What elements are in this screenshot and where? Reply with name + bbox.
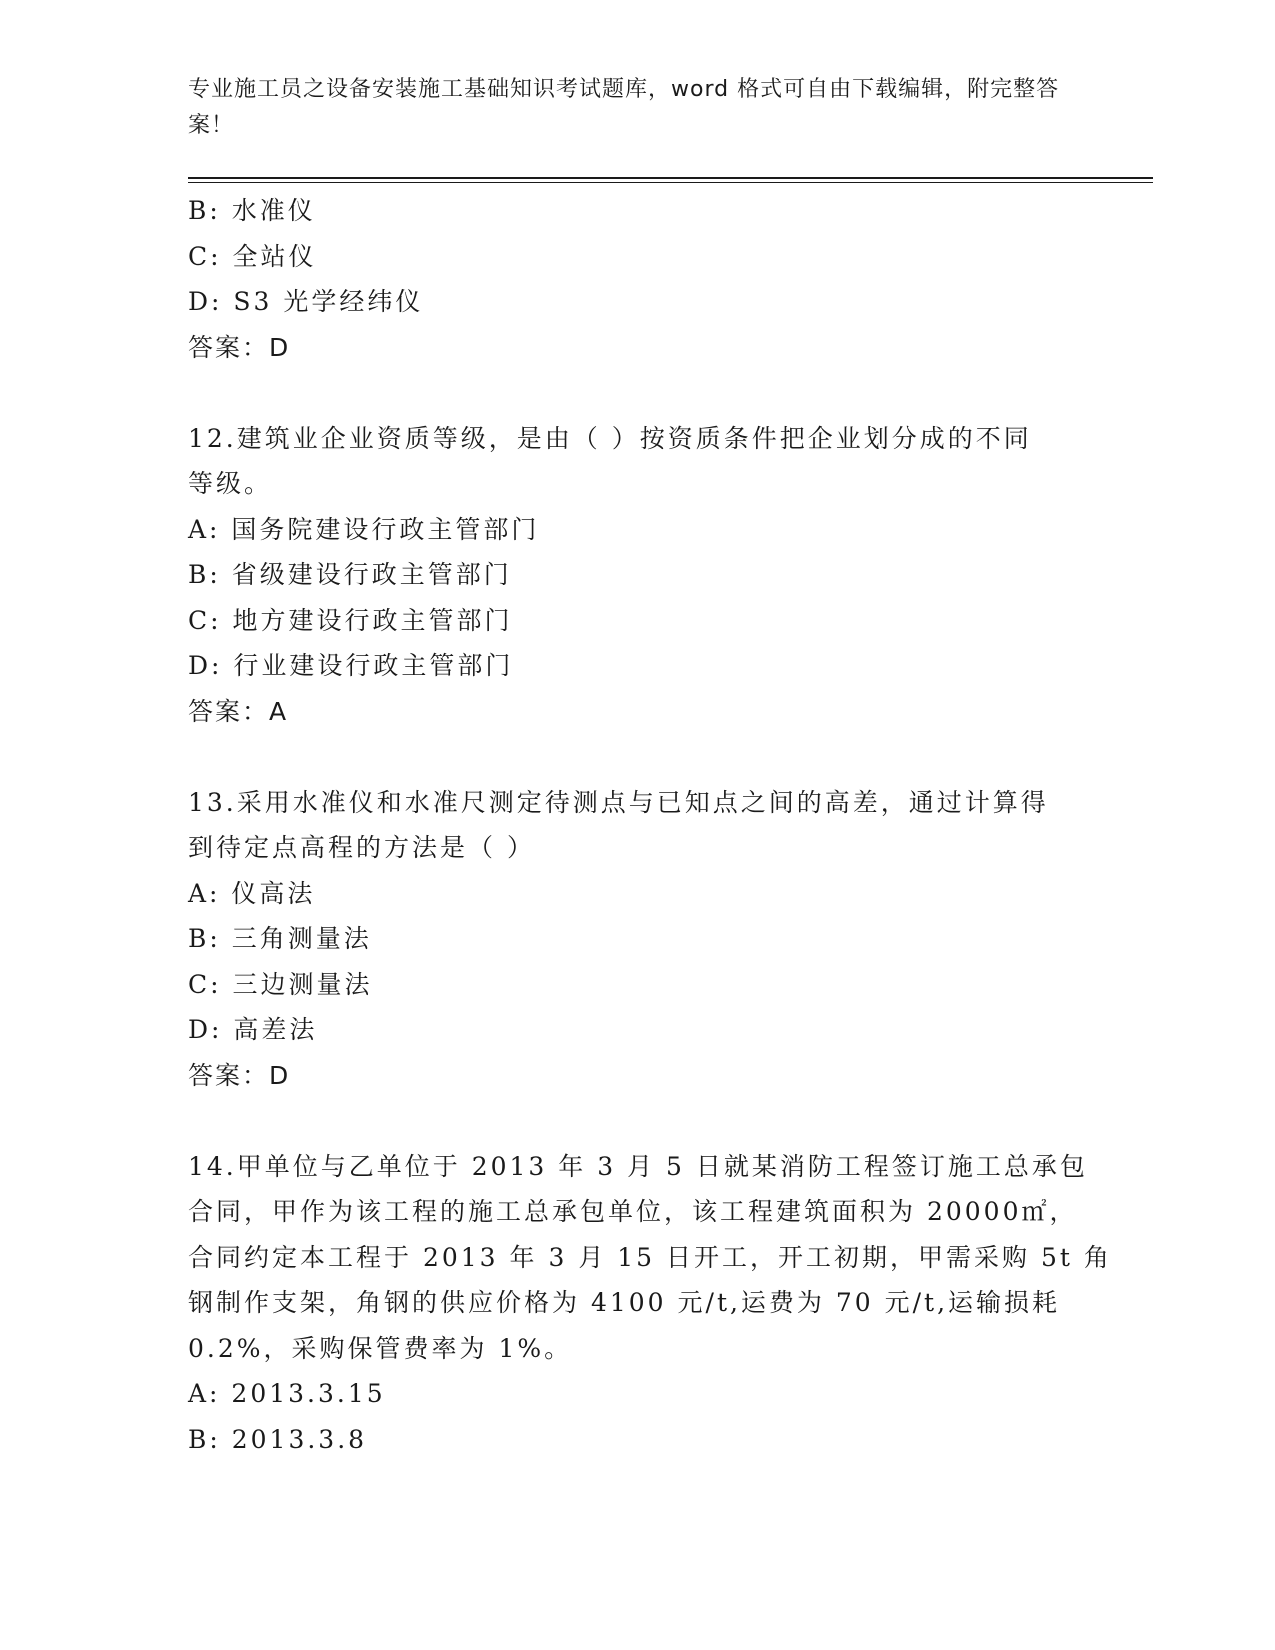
- q13-answer: 答案：D: [188, 1060, 291, 1090]
- header-divider-thick: [188, 177, 1153, 179]
- question-content: [188, 188, 1112, 1462]
- q12-stem-line-2: 等级。: [188, 469, 273, 498]
- spacer: [188, 370, 1078, 416]
- q11-option-c: C: 全站仪: [188, 241, 317, 271]
- q11-option-b: B: 水准仪: [188, 196, 316, 225]
- q13-stem-line-2: 到待定点高程的方法是（ ）: [188, 833, 535, 862]
- q14-option-b: B: 2013.3.8: [188, 1424, 368, 1454]
- q11-answer: 答案：D: [188, 332, 291, 362]
- q13-option-c: C: 三边测量法: [188, 969, 373, 999]
- q13-option-a: A: 仪高法: [188, 878, 316, 908]
- q14-option-a: A: 2013.3.15: [188, 1379, 386, 1408]
- q14-stem-line-1: 14.甲单位与乙单位于 2013 年 3 月 5 日就某消防工程签订施工总承包: [188, 1151, 1088, 1181]
- q12-option-b: B: 省级建设行政主管部门: [188, 560, 512, 589]
- q12-option-c: C: 地方建设行政主管部门: [188, 605, 513, 635]
- header-divider-thin: [188, 182, 1153, 183]
- q11-option-d: D: S3 光学经纬仪: [188, 287, 424, 316]
- spacer: [188, 734, 1078, 780]
- header-text: 专业施工员之设备安装施工基础知识考试题库，word 格式可自由下载编辑，附完整答案！: [188, 77, 1060, 138]
- q12-option-d: D: 行业建设行政主管部门: [188, 651, 514, 680]
- spacer: [188, 1098, 1078, 1144]
- q14-stem-line-2: 合同，甲作为该工程的施工总承包单位，该工程建筑面积为 20000㎡，: [188, 1197, 1078, 1226]
- q14-stem-line-4: 钢制作支架，角钢的供应价格为 4100 元/t,运费为 70 元/t,运输损耗: [188, 1288, 1061, 1317]
- q13-stem-line-1: 13.采用水准仪和水准尺测定待测点与已知点之间的高差，通过计算得: [188, 787, 1049, 817]
- q12-answer: 答案：A: [188, 696, 289, 726]
- q12-stem-line-1: 12.建筑业企业资质等级，是由（ ）按资质条件把企业划分成的不同: [188, 423, 1032, 453]
- q14-stem-line-5: 0.2%，采购保管费率为 1%。: [188, 1333, 573, 1363]
- q14-stem-line-3: 合同约定本工程于 2013 年 3 月 15 日开工，开工初期，甲需采购 5t 角: [188, 1242, 1112, 1272]
- q12-option-a: A: 国务院建设行政主管部门: [188, 514, 540, 544]
- q13-option-b: B: 三角测量法: [188, 924, 372, 953]
- q13-option-d: D: 高差法: [188, 1015, 318, 1044]
- document-header: [188, 72, 1068, 144]
